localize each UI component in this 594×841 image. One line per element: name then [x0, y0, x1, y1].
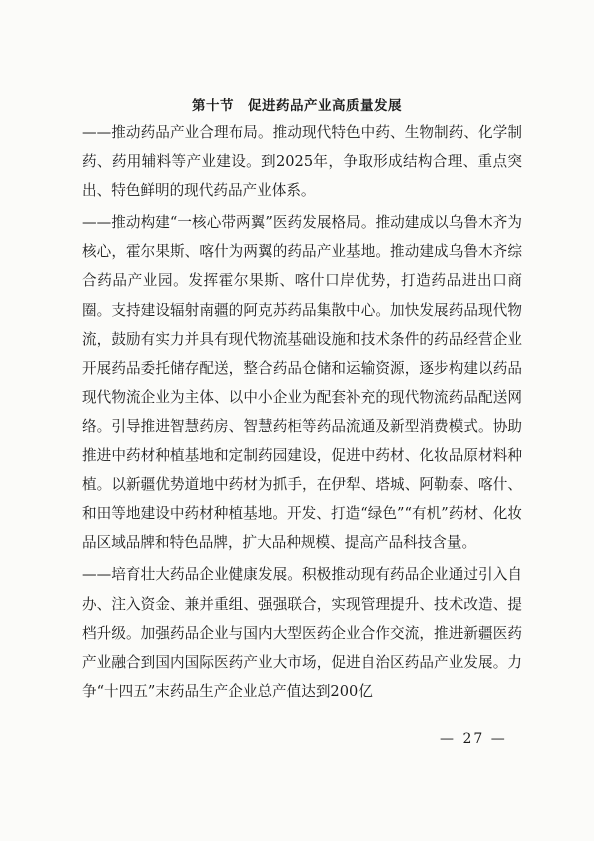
section-heading [0, 94, 594, 114]
section-title: 促进药品产业高质量发展 [248, 98, 402, 114]
paragraph-layout: ——推动药品产业合理布局。推动现代特色中药、生物制药、化学制药、药用辅料等产业建设。到2025年，争取形成结构合理、重点突出、特色鲜明的现代药品产业体系。 [82, 124, 522, 200]
paragraph-enterprises: ——培育壮大药品企业健康发展。积极推动现有药品企业通过引入自办、注入资金、兼并重组、强强联合，实现管理提升、技术改造、提档升级。加强药品企业与国内大型医药企业合作交流，推进新疆医药产业融合到国内国际医药产业大市场，促进自治区药品产业发展。力争“十四五”末药品生产企业总产值达到200亿 [82, 566, 522, 700]
paragraph-pattern: ——推动构建“一核心带两翼”医药发展格局。推动建成以乌鲁木齐为核心，霍尔果斯、喀什为两翼的药品产业基地。推动建成乌鲁木齐综合药品产业园。发挥霍尔果斯、喀什口岸优势，打造药品进出口商圈。支持建设辐射南疆的阿克苏药品集散中心。加快发展药品现代物流，鼓励有实力并具有现代物流基础设施和技术条件的药品经营企业开展药品委托储存配送，整合药品仓储和运输资源，逐步构建以药品现代物流企业为主体、以中小企业为配套补充的现代物流药品配送网络。引导推进智慧药房、智慧药柜等药品流通及新型消费模式。协助推进中药材种植基地和定制药园建设，促进中药材、化妆品原材料种植。以新疆优势道地中药材为抓手，在伊犁、塔城、阿勒泰、喀什、和田等地建设中药材种植基地。开发、打造“绿色”“有机”药材、化妆品区域品牌和特色品牌，扩大品种规模、提高产品科技含量。 [82, 214, 522, 552]
page-number: — 27 — [440, 731, 507, 747]
body-text [82, 118, 522, 709]
section-number: 第十节 [192, 98, 234, 114]
